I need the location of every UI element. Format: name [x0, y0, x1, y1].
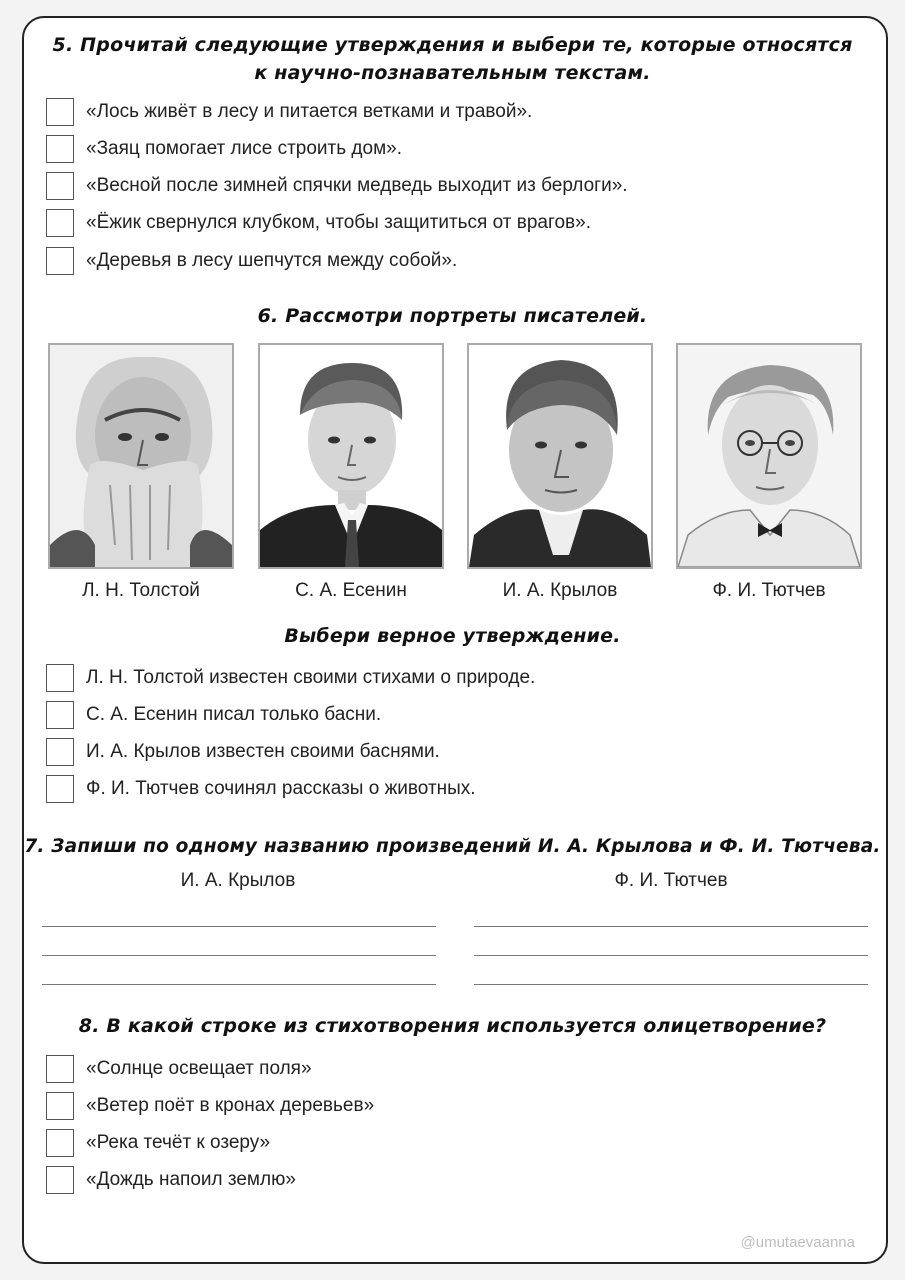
option-text: И. А. Крылов известен своими баснями.	[86, 741, 440, 762]
checkbox[interactable]	[46, 98, 74, 126]
checkbox[interactable]	[46, 664, 74, 692]
checkbox[interactable]	[46, 172, 74, 200]
checkbox[interactable]	[46, 775, 74, 803]
checkbox[interactable]	[46, 1166, 74, 1194]
caption-tyutchev: Ф. И. Тютчев	[712, 580, 826, 601]
q6-option-3[interactable]	[46, 736, 440, 768]
checkbox[interactable]	[46, 1092, 74, 1120]
q5-option-5[interactable]	[46, 245, 457, 277]
checkbox[interactable]	[46, 1055, 74, 1083]
q6-option-2[interactable]	[46, 699, 381, 731]
answer-line[interactable]	[42, 955, 436, 956]
checkbox[interactable]	[46, 135, 74, 163]
option-text: «Ветер поёт в кронах деревьев»	[86, 1095, 375, 1116]
q6-option-4[interactable]	[46, 773, 476, 805]
checkbox[interactable]	[46, 738, 74, 766]
portrait-krylov	[467, 343, 653, 569]
caption-tolstoy: Л. Н. Толстой	[82, 580, 200, 601]
checkbox[interactable]	[46, 1129, 74, 1157]
q8-option-3[interactable]	[46, 1127, 270, 1159]
caption-yesenin: С. А. Есенин	[295, 580, 407, 601]
checkbox[interactable]	[46, 209, 74, 237]
option-text: Ф. И. Тютчев сочинял рассказы о животных.	[86, 778, 476, 799]
q6-title: 6. Рассмотри портреты писателей.	[257, 305, 648, 327]
q7-column-tyutchev: Ф. И. Тютчев	[614, 870, 728, 891]
q5-option-1[interactable]	[46, 96, 532, 128]
answer-line[interactable]	[42, 926, 436, 927]
q5-option-4[interactable]	[46, 207, 591, 239]
checkbox[interactable]	[46, 247, 74, 275]
portrait-tolstoy	[48, 343, 234, 569]
q5-option-3[interactable]	[46, 170, 628, 202]
option-text: Л. Н. Толстой известен своими стихами о природе.	[86, 667, 536, 688]
option-text: «Река течёт к озеру»	[86, 1132, 271, 1153]
q5-option-2[interactable]	[46, 133, 402, 165]
q5-title-line2: к научно-познавательным текстам.	[254, 62, 651, 84]
answer-line[interactable]	[42, 984, 436, 985]
q6-option-1[interactable]	[46, 662, 535, 694]
q8-option-4[interactable]	[46, 1164, 296, 1196]
option-text: «Ёжик свернулся клубком, чтобы защититься от врагов».	[86, 212, 591, 233]
option-text: «Солнце освещает поля»	[86, 1058, 312, 1079]
option-text: «Лось живёт в лесу и питается ветками и травой».	[86, 101, 533, 122]
portrait-yesenin	[258, 343, 444, 569]
answer-line[interactable]	[474, 955, 868, 956]
option-text: «Дождь напоил землю»	[86, 1169, 296, 1190]
q7-title: 7. Запиши по одному названию произведений И. А. Крылова и Ф. И. Тютчева.	[24, 836, 881, 857]
answer-line[interactable]	[474, 984, 868, 985]
q5-title-line1: 5. Прочитай следующие утверждения и выбери те, которые относятся	[52, 34, 853, 56]
q7-column-krylov: И. А. Крылов	[180, 870, 296, 891]
q8-option-2[interactable]	[46, 1090, 374, 1122]
option-text: «Деревья в лесу шепчутся между собой».	[86, 250, 458, 271]
option-text: «Весной после зимней спячки медведь выходит из берлоги».	[86, 175, 628, 196]
checkbox[interactable]	[46, 701, 74, 729]
watermark: @umutaevaanna	[740, 1234, 855, 1251]
option-text: С. А. Есенин писал только басни.	[86, 704, 382, 725]
q8-title: 8. В какой строке из стихотворения используется олицетворение?	[78, 1015, 827, 1037]
caption-krylov: И. А. Крылов	[502, 580, 618, 601]
q8-option-1[interactable]	[46, 1053, 312, 1085]
option-text: «Заяц помогает лисе строить дом».	[86, 138, 402, 159]
answer-line[interactable]	[474, 926, 868, 927]
portrait-tyutchev	[676, 343, 862, 569]
q6-subtitle: Выбери верное утверждение.	[284, 625, 621, 647]
